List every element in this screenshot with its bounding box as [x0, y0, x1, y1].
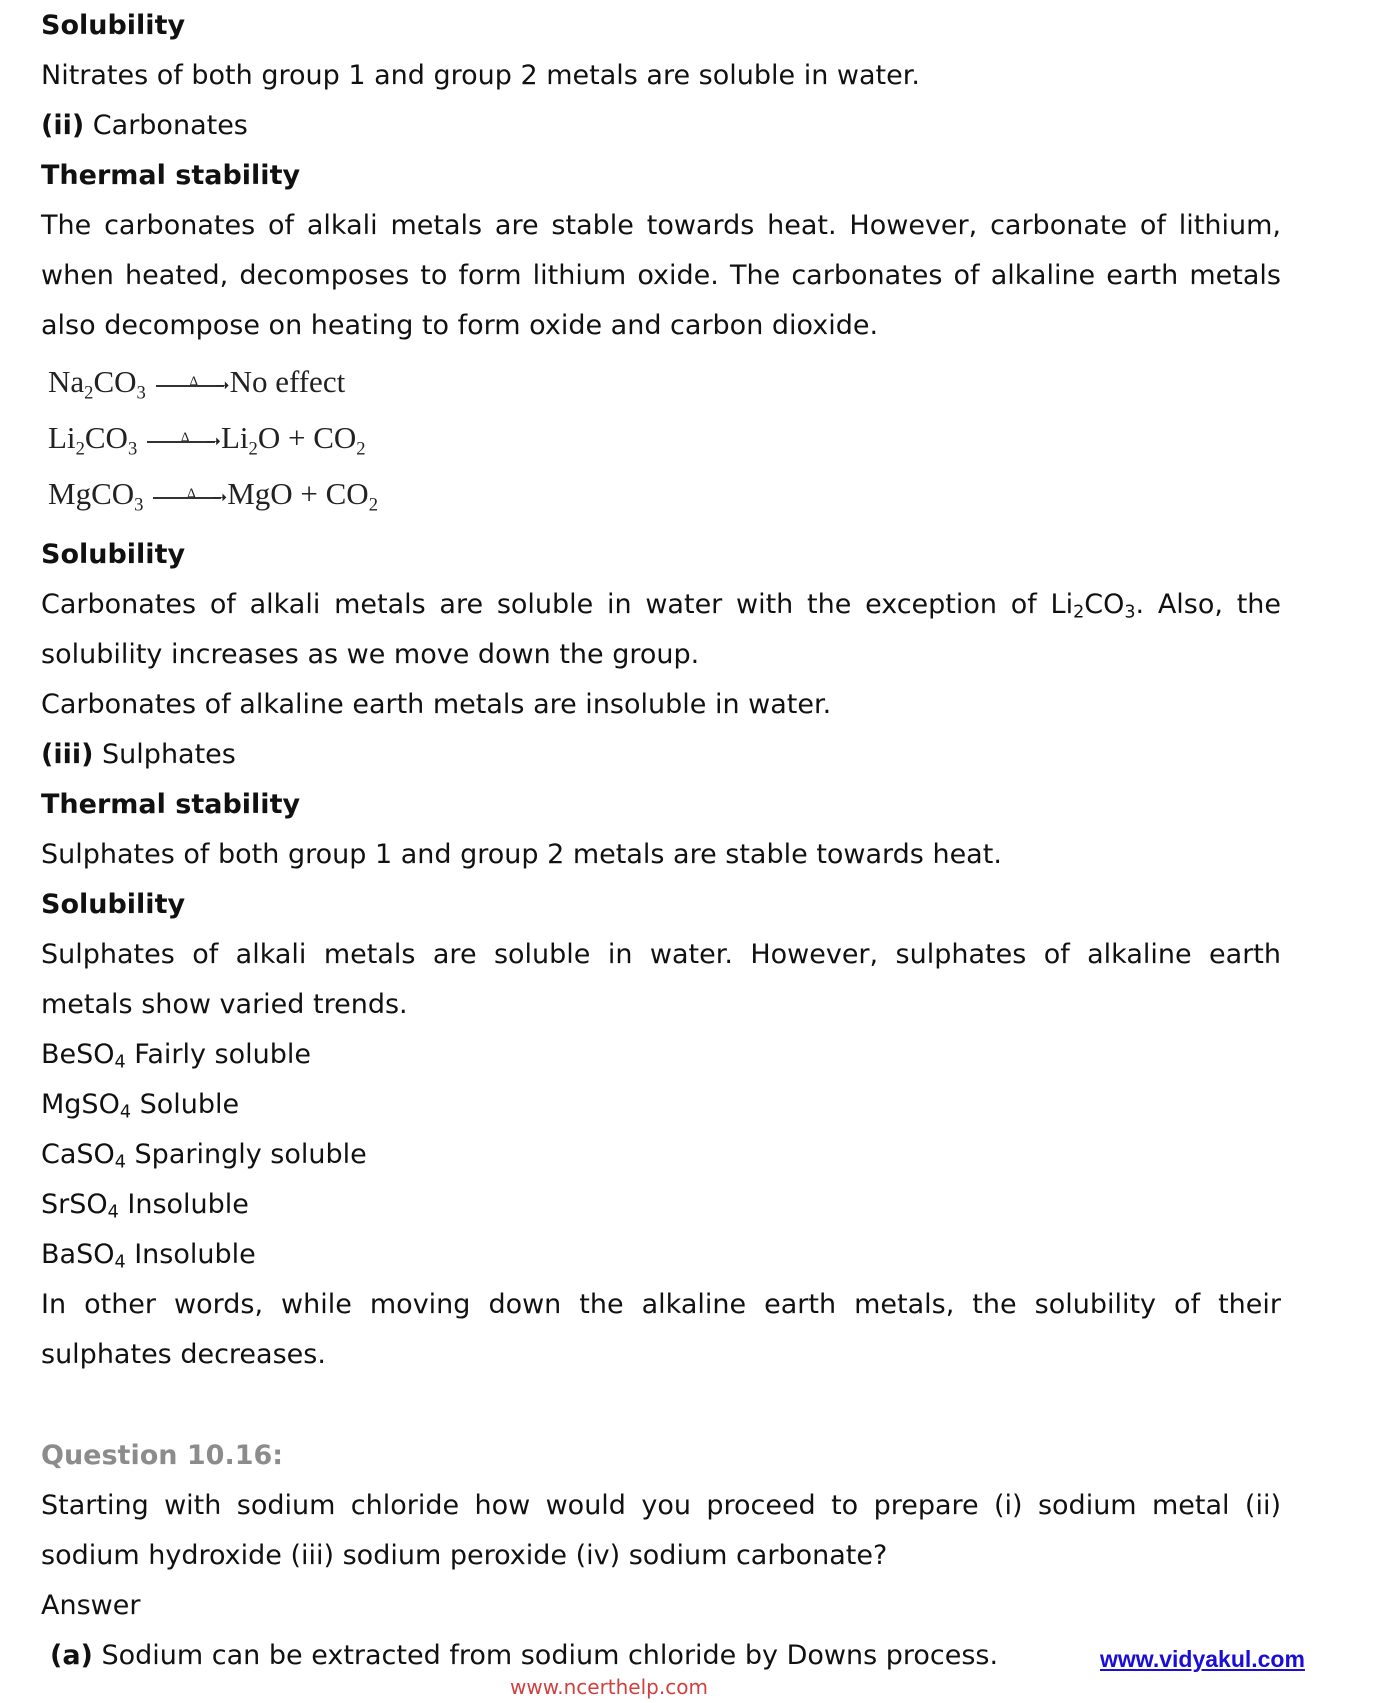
paragraph-line: Sulphates of both group 1 and group 2 metals are stable towards heat.: [41, 839, 1002, 870]
subscript: 4: [107, 1202, 119, 1223]
reaction-arrow-icon: ➝ Δ: [153, 487, 225, 507]
question-heading: Question 10.16:: [41, 1440, 284, 1471]
eq-sub: 3: [127, 438, 138, 460]
paragraph-line: The carbonates of alkali metals are stable towards heat. However, carbonate of lithium,: [41, 210, 1281, 241]
heat-symbol: Δ: [180, 428, 190, 444]
paragraph-line: sulphates decreases.: [41, 1339, 326, 1370]
thermal-stability-heading: Thermal stability: [41, 160, 301, 191]
paragraph-line: Sulphates of alkali metals are soluble in water. However, sulphates of alkaline earth: [41, 939, 1281, 970]
equation-mgco3: [48, 476, 378, 516]
question-text-line: sodium hydroxide (iii) sodium peroxide (iv) sodium carbonate?: [41, 1540, 888, 1571]
carbonates-label: (ii): [41, 110, 85, 141]
carbonates-title: Carbonates: [92, 110, 248, 141]
formula: BaSO: [41, 1239, 115, 1270]
paragraph-line: [41, 588, 1281, 622]
subscript: 3: [1124, 602, 1136, 623]
eq-text: MgCO: [48, 476, 135, 511]
question-text-line: Starting with sodium chloride how would you proceed to prepare (i) sodium metal (ii): [41, 1490, 1281, 1521]
answer-a: [50, 1639, 1070, 1673]
eq-text: Na: [48, 364, 85, 399]
eq-sub: 3: [134, 494, 144, 516]
paragraph-line: metals show varied trends.: [41, 989, 408, 1020]
reaction-arrow-icon: ➝ Δ: [156, 375, 228, 395]
eq-text: CO: [84, 420, 128, 455]
subscript: 2: [1073, 602, 1085, 623]
subscript: 4: [119, 1102, 131, 1123]
text-run: . Also, the: [1135, 589, 1282, 620]
formula: CaSO: [41, 1139, 115, 1170]
formula: BeSO: [41, 1039, 115, 1070]
eq-sub: 3: [136, 382, 146, 404]
formula: MgSO: [41, 1089, 120, 1120]
eq-text: Li: [48, 420, 76, 455]
equation-na2co3: [48, 364, 346, 404]
eq-sub: 2: [356, 438, 366, 460]
eq-sub: 2: [248, 438, 258, 460]
solubility-heading: Solubility: [41, 539, 186, 570]
sulphates-title: Sulphates: [102, 739, 236, 770]
paragraph-line: also decompose on heating to form oxide and carbon dioxide.: [41, 310, 879, 341]
vidyakul-link[interactable]: www.vidyakul.com: [1100, 1646, 1305, 1672]
paragraph-line: Carbonates of alkaline earth metals are insoluble in water.: [41, 689, 832, 720]
list-item: [41, 1088, 239, 1122]
eq-sub: 2: [84, 382, 94, 404]
solubility-desc: Sparingly soluble: [134, 1139, 367, 1170]
list-item: [41, 1238, 256, 1272]
answer-label: Answer: [41, 1590, 141, 1621]
equation-li2co3: [48, 420, 366, 460]
nitrates-text: Nitrates of both group 1 and group 2 metals are soluble in water.: [41, 60, 920, 91]
list-item: [41, 1188, 249, 1222]
sulphates-subheading: [41, 738, 236, 772]
paragraph-line: solubility increases as we move down the group.: [41, 639, 700, 670]
list-item: [41, 1038, 311, 1072]
eq-text: MgO + CO: [227, 476, 369, 511]
subscript: 4: [114, 1152, 126, 1173]
sulphates-label: (iii): [41, 739, 94, 770]
subscript: 4: [114, 1052, 126, 1073]
reaction-arrow-icon: ➝ Δ: [147, 431, 219, 451]
paragraph-line: when heated, decomposes to form lithium oxide. The carbonates of alkaline earth metals: [41, 260, 1281, 291]
text-run: CO: [1084, 589, 1125, 620]
eq-text: CO: [93, 364, 137, 399]
list-item: [41, 1138, 367, 1172]
eq-text: Li: [220, 420, 249, 455]
watermark: www.ncerthelp.com: [510, 1675, 708, 1699]
answer-a-text: Sodium can be extracted from sodium chloride by Downs process.: [101, 1640, 999, 1671]
eq-text: O + CO: [257, 420, 357, 455]
carbonates-subheading: [41, 109, 248, 143]
solubility-heading: Solubility: [41, 889, 186, 920]
solubility-desc: Insoluble: [134, 1239, 256, 1270]
solubility-desc: Insoluble: [127, 1189, 249, 1220]
solubility-desc: Fairly soluble: [134, 1039, 311, 1070]
text-run: Carbonates of alkali metals are soluble in water with the exception of Li: [41, 589, 1074, 620]
eq-product: No effect: [229, 364, 346, 399]
subscript: 4: [114, 1252, 126, 1273]
answer-a-label: (a): [50, 1640, 93, 1671]
paragraph-line: In other words, while moving down the alkaline earth metals, the solubility of their: [41, 1289, 1281, 1320]
heat-symbol: Δ: [187, 484, 196, 500]
solubility-heading: Solubility: [41, 10, 186, 41]
heat-symbol: Δ: [189, 372, 198, 388]
eq-sub: 2: [368, 494, 378, 516]
thermal-stability-heading: Thermal stability: [41, 789, 301, 820]
eq-sub: 2: [75, 438, 85, 460]
solubility-desc: Soluble: [139, 1089, 240, 1120]
formula: SrSO: [41, 1189, 108, 1220]
